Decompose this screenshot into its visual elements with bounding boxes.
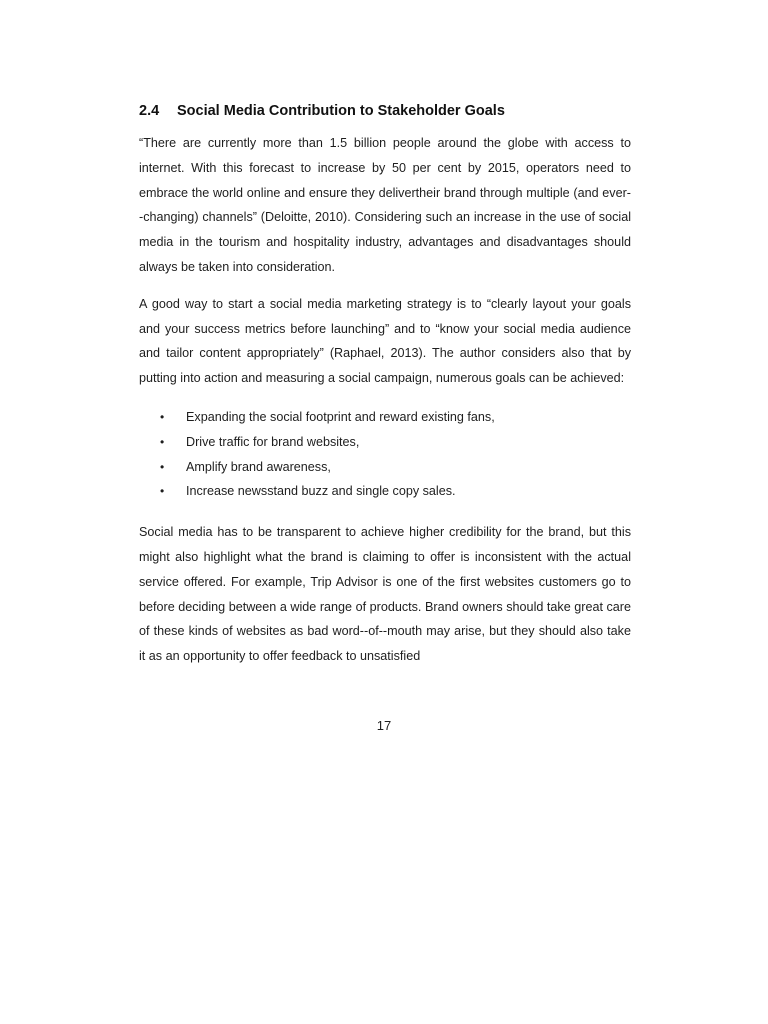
page-number: 17	[376, 718, 392, 733]
paragraph-transparency: Social media has to be transparent to achieve higher credibility for the brand, but this might also highlight what the brand is claiming to offer is inconsistent with the actual service offered. For example, Trip Advisor is one of the first websites customers go to before deciding between a wide range of products. Brand owners should take great care of these kinds of websites as bad word--of--mouth may arise, but they should also take it as an opportunity to offer feedback to unsatisfied	[139, 525, 631, 664]
paragraph-gap	[139, 280, 631, 292]
list-item-text: Amplify brand awareness,	[186, 459, 331, 474]
list-item-text: Increase newsstand buzz and single copy sales.	[186, 484, 456, 499]
list-item	[139, 479, 631, 504]
bullet-icon: •	[160, 484, 165, 499]
paragraph-strategy: A good way to start a social media marketing strategy is to “clearly layout your goals and your success metrics before launching” and to “know your social media audience and tailor content appropriately” (Raphael, 2013). The author considers also that by putting into action and measuring a social campaign, numerous goals can be achieved:	[139, 296, 631, 386]
list-item	[139, 455, 631, 480]
goals-list	[139, 405, 631, 504]
bullet-icon: •	[160, 434, 165, 449]
list-item-text: Drive traffic for brand websites,	[186, 434, 360, 449]
bullet-icon: •	[160, 459, 165, 474]
section-title: Social Media Contribution to Stakeholder Goals	[177, 103, 505, 119]
list-item-text: Expanding the social footprint and reward existing fans,	[186, 409, 495, 424]
paragraph-intro: “There are currently more than 1.5 billion people around the globe with access to internet. With this forecast to increase by 50 per cent by 2015, operators need to embrace the world online and ensure they delivertheir brand through multiple (and ever--changing) channels” (Deloitte, 2010). Considering such an increase in the use of social media in the tourism and hospitality industry, advantages and disadvantages should always be taken into consideration.	[139, 136, 631, 274]
page-content	[139, 100, 631, 669]
list-item	[139, 430, 631, 455]
list-item	[139, 405, 631, 430]
bullet-icon: •	[160, 409, 165, 424]
section-heading	[139, 100, 631, 122]
section-number: 2.4	[139, 103, 160, 119]
paragraph-gap	[139, 504, 631, 520]
